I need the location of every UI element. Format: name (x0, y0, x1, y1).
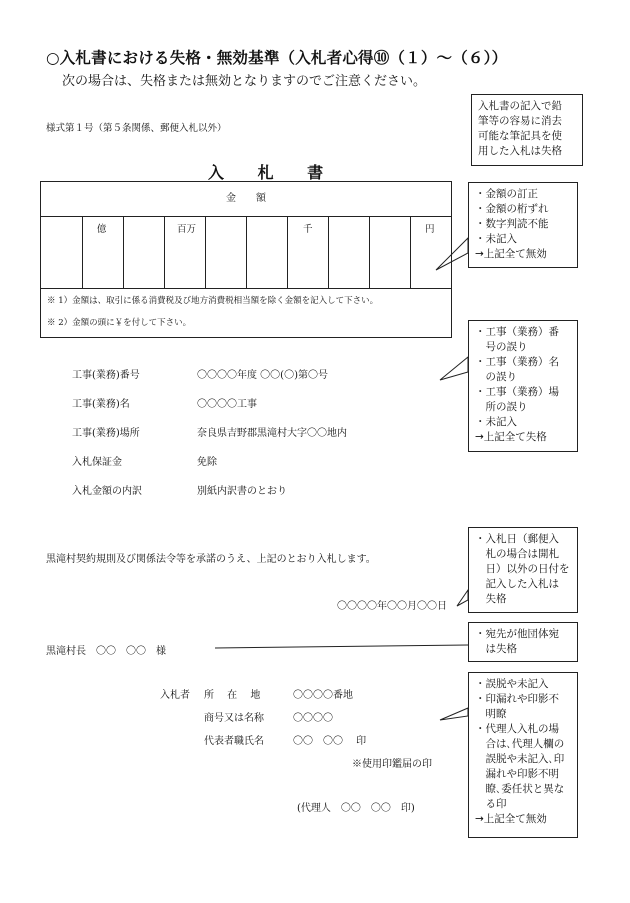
page-title: ○入札書における失格・無効基準（入札者心得⑩（１）～（６）） (46, 48, 508, 67)
callout-pen (471, 94, 583, 166)
field-label-work-number: 工事(業務)番号 (72, 370, 140, 381)
callout-line: 用した入札は失格 (478, 145, 562, 157)
amount-note-2: ※ 2）金額の頭に￥を付して下さい。 (47, 318, 192, 328)
callout-line: る印 (475, 798, 507, 810)
callout-line: ・宛先が他団体宛 (475, 628, 559, 640)
unit-hyakuman: 百万 (177, 224, 197, 235)
address-label: 所 在 地 (204, 690, 261, 701)
callout-work (468, 320, 578, 452)
company-value: 〇〇〇〇 (293, 713, 333, 724)
unit-oku: 億 (97, 224, 107, 235)
form-number: 様式第１号（第５条関係、郵便入札以外） (46, 123, 227, 134)
callout-line: 漏れや印影不明 (475, 768, 559, 780)
callout-line: 誤脱や未記入､印 (475, 753, 565, 765)
callout-line: →上記全て失格 (475, 431, 547, 443)
callout-line: ・誤脱や未記入 (475, 678, 549, 690)
callout-line: の誤り (475, 371, 517, 383)
callout-date (468, 527, 578, 613)
addressee: 黒滝村長 〇〇 〇〇 様 (46, 646, 166, 657)
field-value-deposit: 免除 (197, 457, 217, 468)
callout-line: ・金額の桁ずれ (475, 203, 549, 215)
representative-label: 代表者職氏名 (204, 736, 264, 747)
bid-date: 〇〇〇〇年〇〇月〇〇日 (337, 601, 447, 612)
date-callout-pointer (457, 590, 468, 606)
company-label: 商号又は名称 (204, 713, 264, 724)
callout-line: →上記全て無効 (475, 813, 547, 825)
bid-statement: 黒滝村契約規則及び関係法令等を承諾のうえ、上記のとおり入札します。 (46, 554, 376, 565)
callout-line: 瞭､委任状と異な (475, 783, 565, 795)
field-label-deposit: 入札保証金 (72, 457, 122, 468)
field-value-work-number: 〇〇〇〇年度 〇〇(〇)第〇号 (197, 370, 328, 381)
callout-line: ・工事（業務）場 (475, 386, 559, 398)
callout-line: ・未記入 (475, 233, 517, 245)
bidder-label: 入札者 (160, 690, 190, 701)
callout-line: は失格 (475, 643, 517, 655)
callout-line: ・代理人入札の場 (475, 723, 559, 735)
callout-line: 合は､代理人欄の (475, 738, 565, 750)
callout-line: ・未記入 (475, 416, 517, 428)
callout-line: ・印漏れや印影不 (475, 693, 559, 705)
callout-line: ・入札日（郵便入 (475, 533, 559, 545)
amount-note-1: ※ 1）金額は、取引に係る消費税及び地方消費税相当額を除く金額を記入して下さい。 (47, 296, 379, 306)
field-value-work-name: 〇〇〇〇工事 (197, 399, 257, 410)
unit-en: 円 (425, 224, 435, 235)
callout-line: ・金額の訂正 (475, 188, 538, 200)
amount-table (40, 181, 452, 338)
callout-bidder (468, 672, 578, 838)
callout-line: 札の場合は開札 (475, 548, 559, 560)
callout-line: 号の誤り (475, 341, 528, 353)
callout-addressee (468, 622, 578, 662)
field-value-work-place: 奈良県吉野郡黒滝村大字〇〇地内 (197, 428, 347, 439)
work-callout-pointer (440, 357, 468, 380)
callout-amount (468, 182, 578, 268)
field-value-breakdown: 別紙内訳書のとおり (197, 486, 287, 497)
addressee-callout-pointer (215, 645, 468, 648)
address-value: 〇〇〇〇番地 (293, 690, 353, 701)
unit-sen: 千 (303, 224, 313, 235)
callout-line: 可能な筆記具を使 (478, 130, 562, 142)
form-title: 入 札 書 (208, 163, 338, 182)
field-label-work-name: 工事(業務)名 (72, 399, 130, 410)
callout-line: 記入した入札は (475, 578, 559, 590)
callout-line: 明瞭 (475, 708, 507, 720)
callout-line: 入札書の記入で鉛 (478, 100, 562, 112)
page-subtitle: 次の場合は、失格または無効となりますのでご注意ください。 (62, 74, 427, 89)
amount-cells (41, 216, 451, 289)
representative-value: 〇〇 〇〇 印 (293, 736, 367, 747)
agent-line: (代理人 〇〇 〇〇 印) (297, 803, 415, 814)
callout-line: 日）以外の日付を (475, 563, 570, 575)
callout-line: 失格 (475, 593, 507, 605)
callout-line: ・工事（業務）番 (475, 326, 559, 338)
callout-line: ・工事（業務）名 (475, 356, 559, 368)
amount-header: 金 額 (41, 182, 451, 217)
callout-line: 筆等の容易に消去 (478, 115, 562, 127)
callout-line: 所の誤り (475, 401, 528, 413)
callout-line: ・数字判読不能 (475, 218, 549, 230)
seal-note: ※使用印鑑届の印 (352, 759, 432, 770)
field-label-work-place: 工事(業務)場所 (72, 428, 140, 439)
field-label-breakdown: 入札金額の内訳 (72, 486, 142, 497)
bidder-callout-pointer (440, 708, 468, 720)
callout-line: →上記全て無効 (475, 248, 547, 260)
